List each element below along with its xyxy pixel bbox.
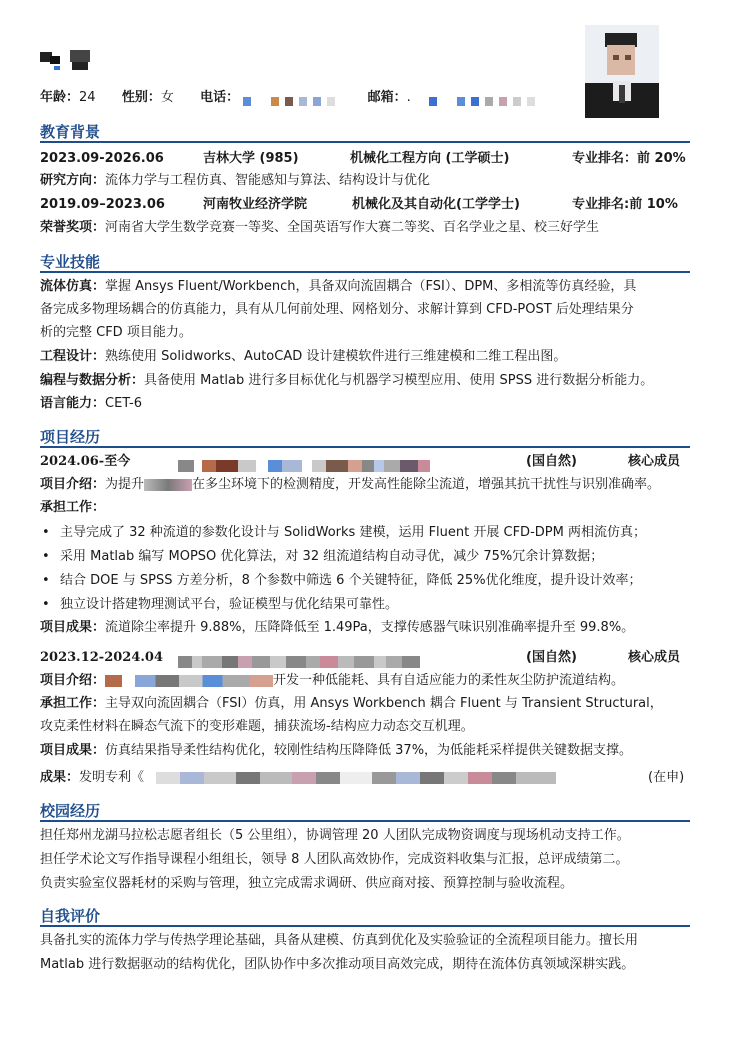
project-period: 2023.12-2024.04: [40, 650, 163, 665]
project-result-text: 仿真结果指导柔性结构优化，较刚性结构压降降低 37%，为低能耗采样提供关键数据支撑。: [105, 743, 633, 758]
redacted-mosaic: [156, 772, 556, 784]
project-role: 核心成员: [628, 454, 681, 469]
skill-lang-row: [40, 393, 690, 414]
campus-item: 担任学术论文写作指导课程小组组长，领导 8 人团队高效协作，完成资料收集与汇报，总评成绩第二。: [40, 852, 629, 867]
project-achievement: [40, 767, 690, 788]
bullet-text: 结合 DOE 与 SPSS 方差分析，8 个参数中筛选 6 个关键特征，降低 25%优化维度，提升设计效率；: [60, 573, 642, 588]
section-title-education: 教育背景: [40, 123, 101, 141]
skill-design-row: [40, 346, 690, 367]
skill-prog-row: [40, 370, 690, 391]
personal-info-row: [40, 88, 541, 108]
project-result: [40, 617, 690, 638]
honors-label: 荣誉奖项：: [40, 220, 106, 235]
project-intro: [40, 474, 690, 495]
skill-fluid-label: 流体仿真：: [40, 279, 106, 294]
honors-row: [40, 217, 690, 238]
project-duty: [40, 693, 690, 714]
phone-label: 电话：: [200, 90, 240, 105]
section-divider: [40, 271, 690, 273]
skill-lang-text: CET-6: [105, 396, 143, 411]
project-duty-label-row: [40, 497, 690, 518]
project-bullet: [48, 546, 688, 567]
section-title-campus: 校园经历: [40, 802, 101, 820]
skill-prog-label: 编程与数据分析：: [40, 373, 145, 388]
email-label: 邮箱：: [367, 90, 407, 105]
skill-fluid-line2: 备完成多物理场耦合的仿真能力，具有从几何前处理、网格划分、求解计算到 CFD-POST 后处理结果分: [40, 302, 634, 317]
project-intro-text: 在多尘环境下的检测精度，开发高性能除尘流道，增强其抗干扰性与识别准确率。: [192, 477, 661, 492]
project-intro-label: 项目介绍：: [40, 477, 106, 492]
project-title-mosaic: [178, 651, 420, 672]
section-title-self: 自我评价: [40, 907, 101, 925]
email-mosaic: [415, 93, 541, 103]
research-label: 研究方向：: [40, 173, 106, 188]
project-result-label: 项目成果：: [40, 743, 106, 758]
section-divider: [40, 925, 690, 927]
skill-lang-label: 语言能力：: [40, 396, 106, 411]
education-school: 河南牧业经济学院: [203, 197, 308, 212]
honors-text: 河南省大学生数学竞赛一等奖、全国英语写作大赛二等奖、百名学业之星、校三好学生: [105, 220, 600, 235]
skill-fluid-line3: 析的完整 CFD 项目能力。: [40, 325, 192, 340]
project-source: (国自然): [526, 650, 577, 665]
campus-item: 负责实验室仪器耗材的采购与管理，独立完成需求调研、供应商对接、预算控制与验收流程。: [40, 876, 574, 891]
project-source: (国自然): [526, 454, 577, 469]
gender-value: 女: [160, 90, 174, 105]
project-intro-text: 为提升: [105, 477, 145, 492]
age-value: 24: [79, 90, 96, 105]
profile-photo: [585, 25, 659, 118]
project-bullet: [48, 570, 688, 591]
email-prefix: .: [406, 90, 411, 105]
project-result-label: 项目成果：: [40, 620, 106, 635]
education-rank: 专业排名：前 20%: [572, 151, 686, 166]
bullet-text: 采用 Matlab 编写 MOPSO 优化算法，对 32 组流道结构自动寻优，减少 75%冗余计算数据；: [60, 549, 604, 564]
phone-mosaic: [243, 93, 341, 103]
section-divider: [40, 141, 690, 143]
project-role: 核心成员: [628, 650, 681, 665]
bullet-text: 独立设计搭建物理测试平台，验证模型与优化结果可靠性。: [60, 597, 399, 612]
education-period: 2019.09–2023.06: [40, 197, 165, 212]
education-major: 机械化工程方向 (工学硕士): [350, 151, 510, 166]
skill-prog-text: 具备使用 Matlab 进行多目标优化与机器学习模型应用、使用 SPSS 进行数据分析能力。: [144, 373, 654, 388]
project-intro: [40, 670, 690, 691]
skill-design-text: 熟练使用 Solidworks、AutoCAD 设计建模软件进行三维建模和二维工程出图。: [105, 349, 567, 364]
patent-status: (在申): [648, 770, 685, 785]
section-divider: [40, 446, 690, 448]
project-achievement-label: 成果：: [40, 770, 80, 785]
self-eval-line: 具备扎实的流体力学与传热学理论基础，具备从建模、仿真到优化及实验验证的全流程项目能力。擅长用: [40, 933, 639, 948]
section-title-skills: 专业技能: [40, 253, 101, 271]
self-eval-line: Matlab 进行数据驱动的结构优化，团队协作中多次推动项目高效完成，期待在流体仿真领域深耕实践。: [40, 957, 635, 972]
campus-item: 担任郑州龙湖马拉松志愿者组长（5 公里组），协调管理 20 人团队完成物资调度与现场机动支持工作。: [40, 828, 630, 843]
project-bullet: [48, 522, 688, 543]
research-row: [40, 170, 690, 191]
bullet-text: 主导完成了 32 种流道的参数化设计与 SolidWorks 建模，运用 Fluent 开展 CFD-DPM 两相流仿真；: [60, 525, 646, 540]
project-result-text: 流道除尘率提升 9.88%，压降降低至 1.49Pa，支撑传感器气味识别准确率提升至 99.8%。: [105, 620, 635, 635]
project-duty-line2: 攻克柔性材料在瞬态气流下的变形难题，捕获流场-结构应力动态交互机理。: [40, 719, 474, 734]
redacted-mosaic: [144, 479, 192, 491]
age-label: 年龄：: [40, 90, 80, 105]
section-title-projects: 项目经历: [40, 428, 101, 446]
section-divider: [40, 820, 690, 822]
project-achievement-text: 发明专利《: [79, 770, 145, 785]
education-school: 吉林大学 (985): [203, 151, 299, 166]
education-major: 机械化及其自动化(工学学士): [352, 197, 520, 212]
skill-fluid-text: 掌握 Ansys Fluent/Workbench，具备双向流固耦合（FSI）、DPM、多相流等仿真经验，具: [105, 279, 637, 294]
redacted-mosaic: [105, 675, 273, 687]
project-intro-label: 项目介绍：: [40, 673, 106, 688]
skill-design-label: 工程设计：: [40, 349, 106, 364]
project-bullet: [48, 594, 688, 615]
project-period: 2024.06-至今: [40, 454, 131, 469]
project-duty-text: 主导双向流固耦合（FSI）仿真，用 Ansys Workbench 耦合 Fluent 与 Transient Structural，: [105, 696, 663, 711]
project-result: [40, 740, 690, 761]
skill-fluid-line1: [40, 276, 690, 297]
project-duty-label: 承担工作：: [40, 696, 106, 711]
education-period: 2023.09-2026.06: [40, 151, 164, 166]
name-mosaic: [40, 50, 92, 70]
project-duty-label: 承担工作：: [40, 500, 106, 515]
research-text: 流体力学与工程仿真、智能感知与算法、结构设计与优化: [105, 173, 431, 188]
project-intro-text: 开发一种低能耗、具有自适应能力的柔性灰尘防护流道结构。: [273, 673, 625, 688]
project-title-mosaic: [178, 455, 430, 476]
gender-label: 性别：: [121, 90, 161, 105]
education-rank: 专业排名:前 10%: [572, 197, 678, 212]
